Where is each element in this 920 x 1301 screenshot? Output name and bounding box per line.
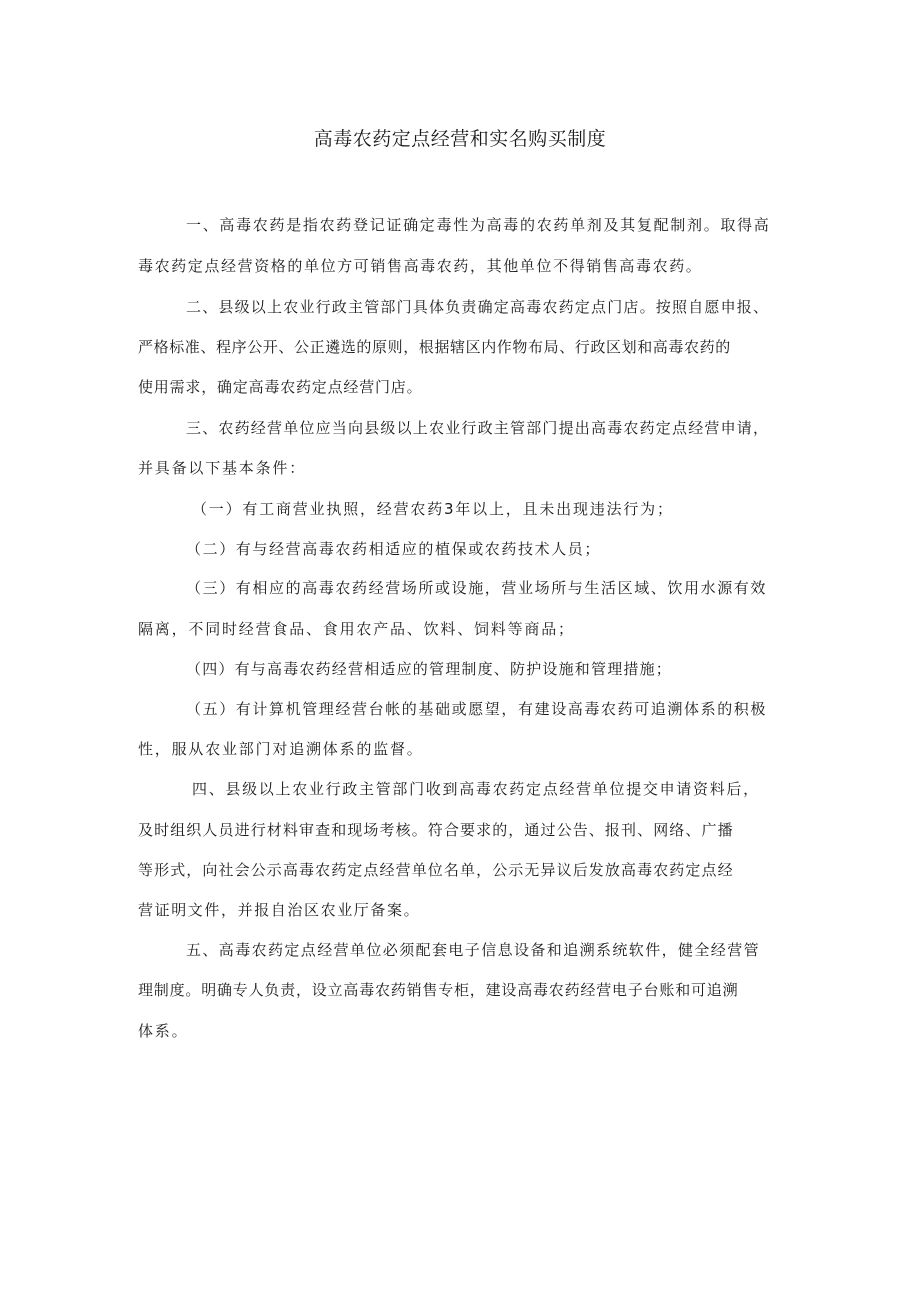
- paragraph-4-line-2: 及时组织人员进行材料审查和现场考核。符合要求的，通过公告、报刊、网络、广播: [138, 821, 734, 839]
- condition-4: （四）有与高毒农药经营相适应的管理制度、防护设施和管理措施；: [186, 660, 673, 678]
- paragraph-5-line-1: 五、高毒农药定点经营单位必须配套电子信息设备和追溯系统软件，健全经营管: [186, 941, 761, 959]
- condition-3-line-2: 隔离，不同时经营食品、食用农产品、饮料、饲料等商品；: [138, 620, 575, 638]
- paragraph-2-line-1: 二、县级以上农业行政主管部门具体负责确定高毒农药定点门店。按照自愿申报、: [186, 298, 770, 316]
- condition-5-line-2: 性，服从农业部门对追溯体系的监督。: [138, 740, 424, 758]
- paragraph-4-line-4: 营证明文件，并报自治区农业厅备案。: [138, 901, 421, 919]
- paragraph-4-line-3: 等形式，向社会公示高毒农药定点经营单位名单，公示无异议后发放高毒农药定点经: [138, 861, 734, 879]
- condition-5-line-1: （五）有计算机管理经营台帐的基础或愿望，有建设高毒农药可追溯体系的积极: [186, 700, 768, 718]
- paragraph-2-line-2: 严格标准、程序公开、公正遴选的原则，根据辖区内作物布局、行政区划和高毒农药的: [138, 338, 731, 356]
- condition-3-line-1: （三）有相应的高毒农药经营场所或设施，营业场所与生活区域、饮用水源有效: [186, 579, 768, 597]
- document-title: 高毒农药定点经营和实名购买制度: [313, 128, 607, 150]
- paragraph-1-line-2: 毒农药定点经营资格的单位方可销售高毒农药，其他单位不得销售高毒农药。: [138, 257, 703, 275]
- paragraph-3-line-1: 三、农药经营单位应当向县级以上农业行政主管部门提出高毒农药定点经营申请，: [186, 419, 770, 437]
- paragraph-3-line-2: 并具备以下基本条件：: [138, 459, 307, 477]
- condition-1: （一）有工商营业执照，经营农药3年以上，且未出现违法行为；: [192, 500, 674, 518]
- paragraph-1-line-1: 一、高毒农药是指农药登记证确定毒性为高毒的农药单剂及其复配制剂。取得高: [186, 216, 771, 234]
- paragraph-5-line-2: 理制度。明确专人负责，设立高毒农药销售专柜，建设高毒农药经营电子台账和可追溯: [138, 981, 739, 999]
- paragraph-4-line-1: 四、县级以上农业行政主管部门收到高毒农药定点经营单位提交申请资料后，: [192, 780, 760, 798]
- paragraph-5-line-3: 体系。: [138, 1022, 189, 1040]
- condition-2: （二）有与经营高毒农药相适应的植保或农药技术人员；: [186, 540, 602, 558]
- paragraph-2-line-3: 使用需求，确定高毒农药定点经营门店。: [138, 378, 423, 396]
